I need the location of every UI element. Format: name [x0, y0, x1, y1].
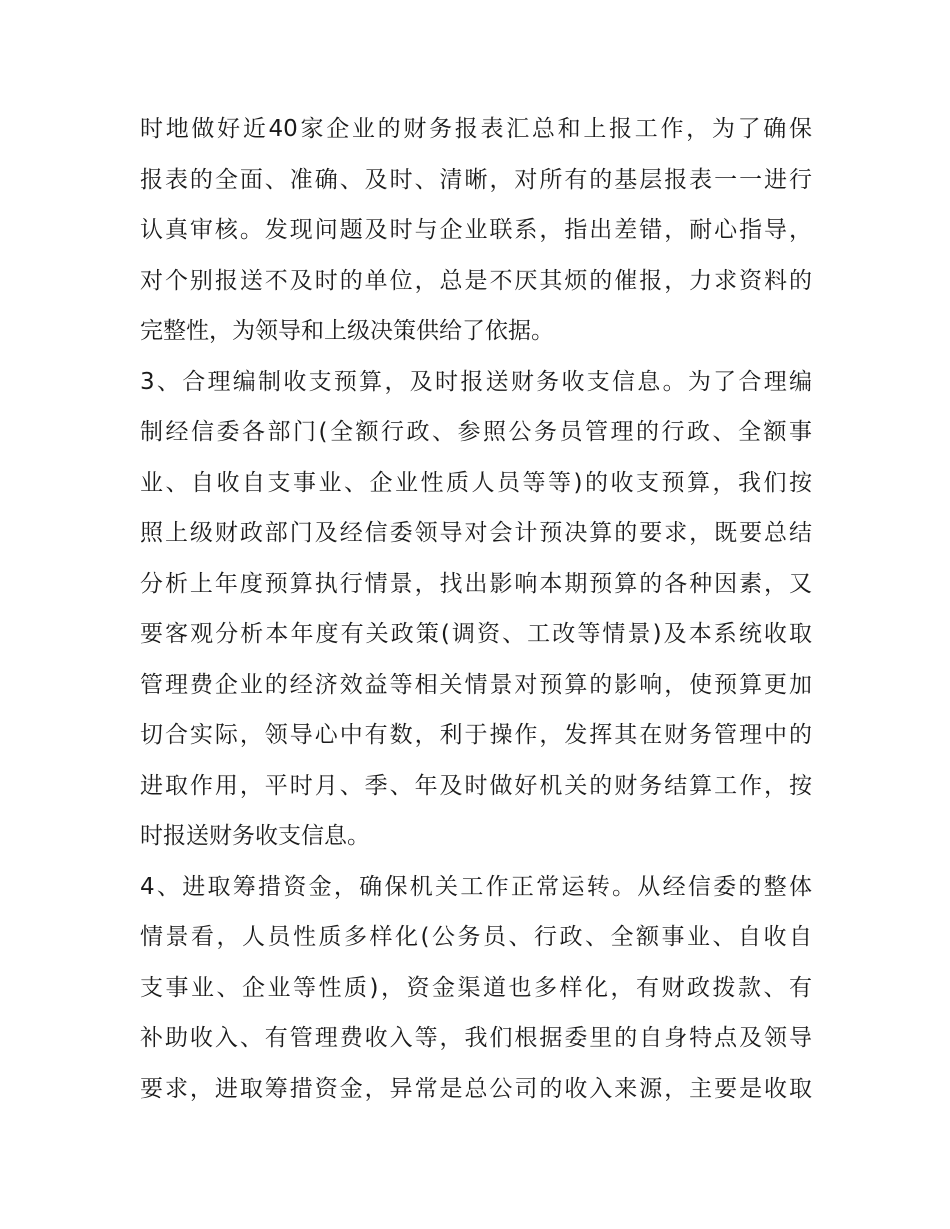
text-line: 认真审核。发现问题及时与企业联系，指出差错，耐心指导， [140, 217, 812, 243]
text-line: 管理费企业的经济效益等相关情景对预算的影响，使预算更加 [140, 671, 812, 698]
text-line: 时报送财务收支信息。 [140, 823, 370, 849]
paragraph-report-summary [140, 104, 812, 357]
text-line: 要求，进取筹措资金，异常是总公司的收入来源，主要是收取 [140, 1075, 812, 1102]
text-line: 切合实际，领导心中有数，利于操作，发挥其在财务管理中的 [140, 722, 812, 748]
text-line: 报表的全面、准确、及时、清晰，对所有的基层报表一一进行 [140, 166, 812, 193]
text-line: 完整性，为领导和上级决策供给了依据。 [140, 318, 554, 344]
text-line: 对个别报送不及时的单位，总是不厌其烦的催报，力求资料的 [140, 267, 812, 294]
document-body [140, 104, 812, 1114]
text-line: 制经信委各部门(全额行政、参照公务员管理的行政、全额事 [140, 419, 812, 445]
text-line: 业、自收自支事业、企业性质人员等等)的收支预算，我们按 [140, 469, 812, 496]
text-line: 照上级财政部门及经信委领导对会计预决算的要求，既要总结 [140, 520, 812, 546]
text-line: 4、进取筹措资金，确保机关工作正常运转。从经信委的整体 [140, 873, 812, 900]
text-line: 补助收入、有管理费收入等，我们根据委里的自身特点及领导 [140, 1025, 812, 1051]
text-line: 进取作用，平时月、季、年及时做好机关的财务结算工作，按 [140, 772, 812, 799]
text-line: 要客观分析本年度有关政策(调资、工改等情景)及本系统收取 [140, 621, 812, 647]
text-line: 支事业、企业等性质)，资金渠道也多样化，有财政拨款、有 [140, 974, 812, 1001]
paragraph-funding [140, 862, 812, 1115]
paragraph-budget [140, 357, 812, 862]
text-line: 时地做好近40家企业的财务报表汇总和上报工作，为了确保 [140, 116, 812, 142]
text-line: 情景看，人员性质多样化(公务员、行政、全额事业、自收自 [140, 924, 812, 950]
text-line: 3、合理编制收支预算，及时报送财务收支信息。为了合理编 [140, 368, 812, 395]
text-line: 分析上年度预算执行情景，找出影响本期预算的各种因素，又 [140, 570, 812, 597]
